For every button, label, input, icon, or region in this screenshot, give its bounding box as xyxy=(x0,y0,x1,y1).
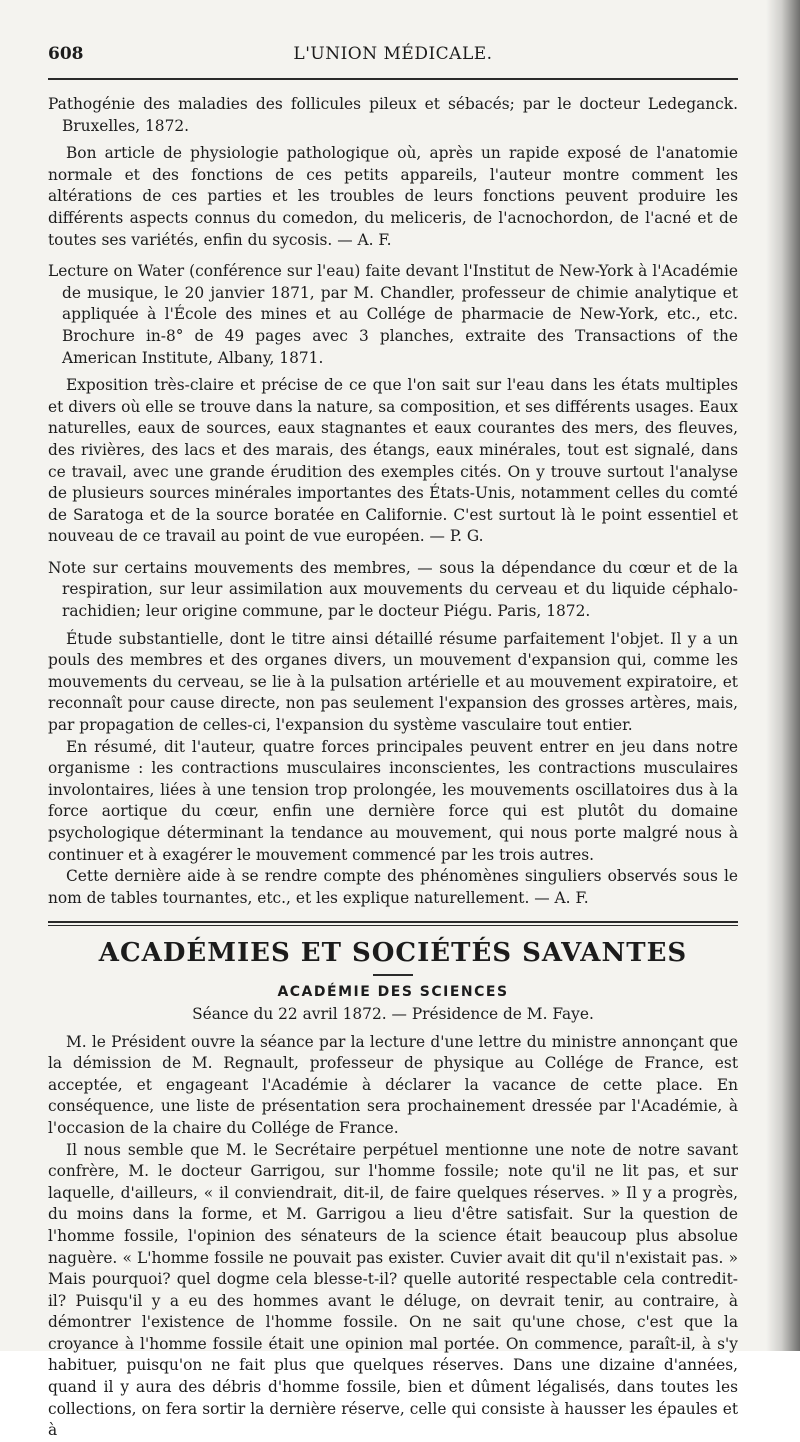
entry-3-review-p2: En résumé, dit l'auteur, quatre forces principales peuvent entrer en jeu dans notre organisme : les contractions musculaires inconscientes, les contractions musculaires involontaires, liées à une tension trop prolongée, les mouvements oscillatoires dus à la force aortique du cœur, enfin une dernière force qui est plutôt du domaine psychologique déterminant la tendance au mouvement, qui nous porte malgré nous à continuer et à exagérer le mouvement commencé par les trois autres. xyxy=(48,737,738,864)
page-header xyxy=(48,44,738,80)
page-edge-shadow xyxy=(766,0,800,1351)
session-paragraph-2: Il nous semble que M. le Secrétaire perpétuel mentionne une note de notre savant confrère, M. le docteur Garrigou, sur l'homme fossile; note qu'il ne lit pas, et sur laquelle, d'ailleurs, « il conviendrait, dit-il, de faire quelques réserves. » Il y a progrès, du moins dans la forme, et M. Garrigou a lieu d'être satisfait. Sur la question de l'homme fossile, l'opinion des sénateurs de la science était beaucoup plus absolue naguère. « L'homme fossile ne pouvait pas exister. Cuvier avait dit qu'il n'existait pas. » Mais pourquoi? quel dogme cela blesse-t-il? quelle autorité respectable cela contredit-il? Puisqu'il y a eu des hommes avant le déluge, on devrait tenir, au contraire, à démontrer l'existence de l'homme fossile. On ne sait qu'une chose, c'est que la croyance à l'homme fossile était une opinion mal portée. On commence, paraît-il, à s'y habituer, puisqu'on ne fait plus que quelques réserves. Dans une dizaine d'années, quand il y aura des débris d'homme fossile, bien et dûment légalisés, dans toutes les collections, on fera sortir la dernière réserve, celle qui consiste à hausser les épaules et à xyxy=(48,1140,738,1440)
session-paragraph-1: M. le Président ouvre la séance par la lecture d'une lettre du ministre annonçant que la démission de M. Regnault, professeur de physique au Collége de France, est acceptée, et engageant l'Académie à déclarer la vacance de cette place. En conséquence, une liste de présentation sera prochainement dressée par l'Académie, à l'occasion de la chaire du Collége de France. xyxy=(48,1032,738,1137)
section-title: ACADÉMIES ET SOCIÉTÉS SAVANTES xyxy=(98,938,688,969)
section-divider xyxy=(48,921,738,926)
title-rule xyxy=(373,974,413,976)
entry-2-review: Exposition très-claire et précise de ce que l'on sait sur l'eau dans les états multiples et divers où elle se trouve dans la nature, sa composition, et ses différents usages. Eaux naturelles, eaux de sources, eaux stagnantes et eaux courantes des mers, des fleuves, des rivières, des lacs et des marais, des étangs, eaux minérales, tout est signalé, dans ce travail, avec une grande érudition des exemples cités. On y trouve surtout l'analyse de plusieurs sources minérales importantes des États-Unis, notamment celles du comté de Saratoga et de la source boratée en Californie. C'est surtout là le point essentiel et nouveau de ce travail au point de vue européen. — P. G. xyxy=(48,376,738,546)
page-content xyxy=(48,44,738,1442)
session-line: Séance du 22 avril 1872. — Présidence de M. Faye. xyxy=(192,1004,594,1023)
entry-1-review: Bon article de physiologie pathologique où, après un rapide exposé de l'anatomie normale et des fonctions de ces petits appareils, l'auteur montre comment les altérations de ces parties et les troubles de leurs fonctions peuvent produire les différents aspects connus du comedon, du meliceris, de l'acnochordon, de l'acné et de toutes ses variétés, enfin du sycosis. — A. F. xyxy=(48,144,738,249)
entry-2-heading: Lecture on Water (conférence sur l'eau) faite devant l'Institut de New-York à l'Académie de musique, le 20 janvier 1871, par M. Chandler, professeur de chimie analytique et appliquée à l'École des mines et au Collége de pharmacie de New-York, etc., etc. Brochure in-8° de 49 pages avec 3 planches, extraite des Transactions of the American Institute, Albany, 1871. xyxy=(48,262,738,367)
page-number: 608 xyxy=(48,44,84,64)
entry-3-review-p1: Étude substantielle, dont le titre ainsi détaillé résume parfaitement l'objet. Il y a un pouls des membres et des organes divers, un mouvement d'expansion qui, comme les mouvements du cerveau, se lie à la pulsation artérielle et au mouvement expiratoire, et reconnaît pour cause directe, non pas seulement l'expansion des grosses artères, mais, par propagation de celles-ci, l'expansion du système vasculaire tout entier. xyxy=(48,629,738,735)
entry-1-heading: Pathogénie des maladies des follicules pileux et sébacés; par le docteur Ledeganck. Bruxelles, 1872. xyxy=(48,95,738,135)
entry-3-heading: Note sur certains mouvements des membres, — sous la dépendance du cœur et de la respiration, sur leur assimilation aux mouvements du cerveau et du liquide céphalo-rachidien; leur origine commune, par le docteur Piégu. Paris, 1872. xyxy=(48,558,738,621)
entry-3-review-p3: Cette dernière aide à se rendre compte des phénomènes singuliers observés sous le nom de tables tournantes, etc., et les explique naturellement. — A. F. xyxy=(48,867,738,907)
section-subtitle: ACADÉMIE DES SCIENCES xyxy=(277,984,509,1001)
running-title: L'UNION MÉDICALE. xyxy=(293,44,493,64)
